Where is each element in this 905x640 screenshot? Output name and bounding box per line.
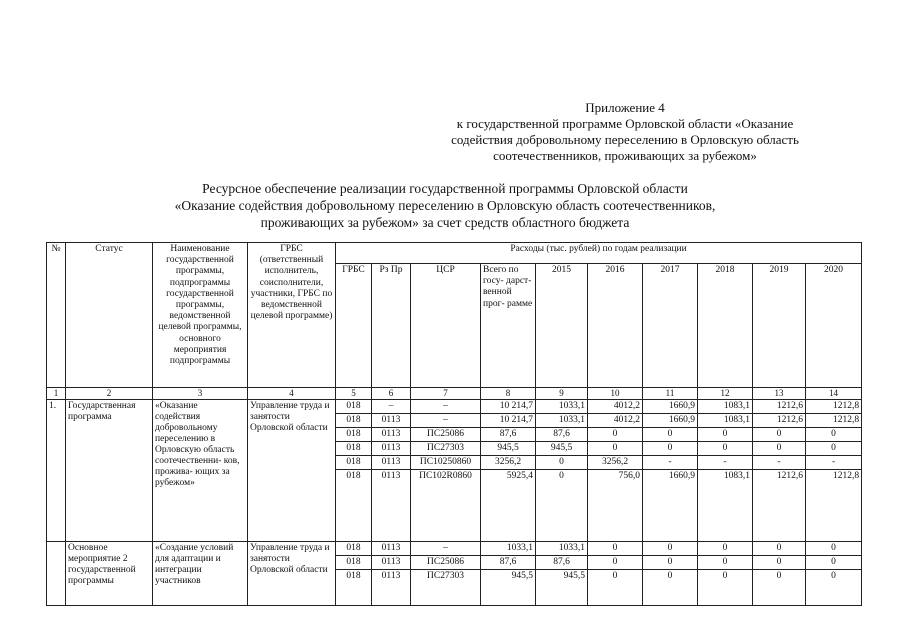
cell-2016: 0 [588, 542, 643, 556]
cell-rzpr: – [372, 400, 411, 414]
cell-grbs: 018 [336, 400, 372, 414]
empty-cell [336, 483, 372, 542]
cell-2018: - [698, 456, 753, 470]
cell-rzpr: 0113 [372, 442, 411, 456]
cell-2015: 945,5 [536, 570, 588, 584]
cell-2017: 0 [643, 442, 698, 456]
cell-rzpr: 0113 [372, 542, 411, 556]
cell-2020: - [806, 456, 862, 470]
header-year-2017: 2017 [643, 264, 698, 388]
cell-2020: 1212,8 [806, 470, 862, 484]
empty-cell [372, 483, 411, 542]
row-status: Основное мероприятие 2 государственной программы [66, 542, 153, 606]
cell-2015: 0 [536, 456, 588, 470]
cell-rzpr: 0113 [372, 414, 411, 428]
cell-2020: 0 [806, 570, 862, 584]
cell-grbs: 018 [336, 470, 372, 484]
column-number: 10 [588, 388, 643, 400]
header-grbs: ГРБС [336, 264, 372, 388]
header-year-2020: 2020 [806, 264, 862, 388]
header-status: Статус [66, 243, 153, 388]
title-line: Ресурсное обеспечение реализации государственной программы Орловской области [202, 181, 688, 196]
cell-2018: 0 [698, 542, 753, 556]
header-year-2015: 2015 [536, 264, 588, 388]
title-line: проживающих за рубежом» за счет средств областного бюджета [260, 215, 630, 230]
cell-2017: - [643, 456, 698, 470]
cell-2015: 1033,1 [536, 414, 588, 428]
cell-2019: 0 [753, 570, 806, 584]
cell-rzpr: 0113 [372, 470, 411, 484]
column-number: 12 [698, 388, 753, 400]
cell-2017: 1660,9 [643, 414, 698, 428]
cell-grbs: 018 [336, 570, 372, 584]
empty-cell [336, 583, 372, 606]
empty-cell [372, 583, 411, 606]
column-numbers-row [47, 388, 862, 400]
empty-cell [588, 483, 643, 542]
cell-2020: 0 [806, 542, 862, 556]
cell-rzpr: 0113 [372, 428, 411, 442]
cell-csr: ПС102R0860 [411, 470, 481, 484]
column-number: 9 [536, 388, 588, 400]
cell-2019: 1212,6 [753, 400, 806, 414]
row-num: 1. [47, 400, 66, 542]
header-num: № [47, 243, 66, 388]
cell-2016: 4012,2 [588, 414, 643, 428]
empty-cell [536, 483, 588, 542]
table-row [47, 542, 862, 556]
appendix-line: содействия добровольному переселению в Орловскую область [451, 132, 799, 147]
cell-2016: 0 [588, 442, 643, 456]
cell-total: 3256,2 [481, 456, 536, 470]
cell-total: 10 214,7 [481, 400, 536, 414]
cell-2016: 0 [588, 570, 643, 584]
cell-total: 87,6 [481, 556, 536, 570]
cell-2017: 1660,9 [643, 470, 698, 484]
empty-cell [643, 583, 698, 606]
cell-total: 945,5 [481, 570, 536, 584]
column-number: 14 [806, 388, 862, 400]
cell-total: 87,6 [481, 428, 536, 442]
empty-cell [698, 483, 753, 542]
column-number: 11 [643, 388, 698, 400]
document-title [120, 180, 770, 231]
cell-2018: 1083,1 [698, 470, 753, 484]
cell-2019: 1212,6 [753, 470, 806, 484]
cell-rzpr: 0113 [372, 570, 411, 584]
cell-grbs: 018 [336, 442, 372, 456]
column-number: 6 [372, 388, 411, 400]
cell-csr: ПС25086 [411, 428, 481, 442]
cell-2019: 0 [753, 428, 806, 442]
empty-cell [806, 483, 862, 542]
cell-2017: 0 [643, 556, 698, 570]
column-number: 8 [481, 388, 536, 400]
cell-2020: 0 [806, 442, 862, 456]
cell-2015: 1033,1 [536, 400, 588, 414]
row-executor: Управление труда и занятости Орловской области [248, 542, 336, 606]
cell-2019: 0 [753, 556, 806, 570]
empty-cell [411, 483, 481, 542]
cell-2017: 1660,9 [643, 400, 698, 414]
cell-2016: 0 [588, 556, 643, 570]
row-num [47, 542, 66, 606]
header-rzpr: Рз Пр [372, 264, 411, 388]
empty-cell [411, 583, 481, 606]
cell-2018: 1083,1 [698, 400, 753, 414]
cell-total: 10 214,7 [481, 414, 536, 428]
cell-2017: 0 [643, 570, 698, 584]
cell-2015: 87,6 [536, 428, 588, 442]
cell-2017: 0 [643, 542, 698, 556]
empty-cell [481, 583, 536, 606]
cell-csr: – [411, 542, 481, 556]
empty-cell [588, 583, 643, 606]
cell-2015: 1033,1 [536, 542, 588, 556]
cell-2018: 0 [698, 428, 753, 442]
cell-2018: 0 [698, 570, 753, 584]
cell-csr: ПС25086 [411, 556, 481, 570]
appendix-caption [420, 100, 830, 164]
column-number: 7 [411, 388, 481, 400]
empty-cell [536, 583, 588, 606]
column-number: 1 [47, 388, 66, 400]
row-executor: Управление труда и занятости Орловской области [248, 400, 336, 542]
header-grbs-responsible: ГРБС (ответственный исполнитель, соисполнители, участники, ГРБС по ведомственной целевой программе) [248, 243, 336, 388]
appendix-line: к государственной программе Орловской области «Оказание [456, 116, 794, 131]
cell-2016: 0 [588, 428, 643, 442]
cell-total: 5925,4 [481, 470, 536, 484]
header-program-name: Наименование государственной программы, подпрограммы государственной программы, ведомственной целевой программы, основного мероприятия подпрограммы [153, 243, 248, 388]
column-number: 3 [153, 388, 248, 400]
cell-total: 1033,1 [481, 542, 536, 556]
cell-csr: – [411, 414, 481, 428]
row-program-name: «Создание условий для адаптации и интеграции участников [153, 542, 248, 606]
cell-2016: 4012,2 [588, 400, 643, 414]
cell-2020: 1212,8 [806, 414, 862, 428]
cell-2019: 0 [753, 542, 806, 556]
appendix-line: Приложение 4 [585, 100, 665, 115]
header-year-2016: 2016 [588, 264, 643, 388]
cell-rzpr: 0113 [372, 556, 411, 570]
resource-table [46, 242, 862, 606]
cell-2016: 756,0 [588, 470, 643, 484]
appendix-line: соотечественников, проживающих за рубежом» [493, 148, 757, 163]
empty-cell [806, 583, 862, 606]
header-year-2019: 2019 [753, 264, 806, 388]
cell-grbs: 018 [336, 456, 372, 470]
cell-csr: ПС10250860 [411, 456, 481, 470]
cell-csr: ПС27303 [411, 570, 481, 584]
row-status: Государственная программа [66, 400, 153, 542]
cell-2016: 3256,2 [588, 456, 643, 470]
cell-total: 945,5 [481, 442, 536, 456]
cell-grbs: 018 [336, 556, 372, 570]
title-line: «Оказание содействия добровольному переселению в Орловскую область соотечественников, [174, 198, 716, 213]
empty-cell [481, 483, 536, 542]
empty-cell [753, 583, 806, 606]
cell-2019: - [753, 456, 806, 470]
column-number: 13 [753, 388, 806, 400]
cell-2017: 0 [643, 428, 698, 442]
cell-2020: 1212,8 [806, 400, 862, 414]
cell-2015: 0 [536, 470, 588, 484]
header-year-2018: 2018 [698, 264, 753, 388]
cell-grbs: 018 [336, 428, 372, 442]
header-total: Всего по госу- дарст- венной прог- рамме [481, 264, 536, 388]
empty-cell [753, 483, 806, 542]
cell-2018: 0 [698, 442, 753, 456]
cell-2018: 0 [698, 556, 753, 570]
cell-2019: 1212,6 [753, 414, 806, 428]
column-number: 5 [336, 388, 372, 400]
column-number: 4 [248, 388, 336, 400]
header-csr: ЦСР [411, 264, 481, 388]
cell-csr: ПС27303 [411, 442, 481, 456]
cell-2018: 1083,1 [698, 414, 753, 428]
table-row [47, 400, 862, 414]
cell-2019: 0 [753, 442, 806, 456]
column-number: 2 [66, 388, 153, 400]
header-expenses: Расходы (тыс. рублей) по годам реализации [336, 243, 862, 264]
empty-cell [698, 583, 753, 606]
cell-csr: – [411, 400, 481, 414]
cell-grbs: 018 [336, 414, 372, 428]
row-program-name: «Оказание содействия добровольному переселению в Орловскую область соотечественни- ков, прожива- ющих за рубежом» [153, 400, 248, 542]
cell-2020: 0 [806, 556, 862, 570]
cell-2020: 0 [806, 428, 862, 442]
cell-rzpr: 0113 [372, 456, 411, 470]
cell-2015: 945,5 [536, 442, 588, 456]
empty-cell [643, 483, 698, 542]
cell-2015: 87,6 [536, 556, 588, 570]
cell-grbs: 018 [336, 542, 372, 556]
